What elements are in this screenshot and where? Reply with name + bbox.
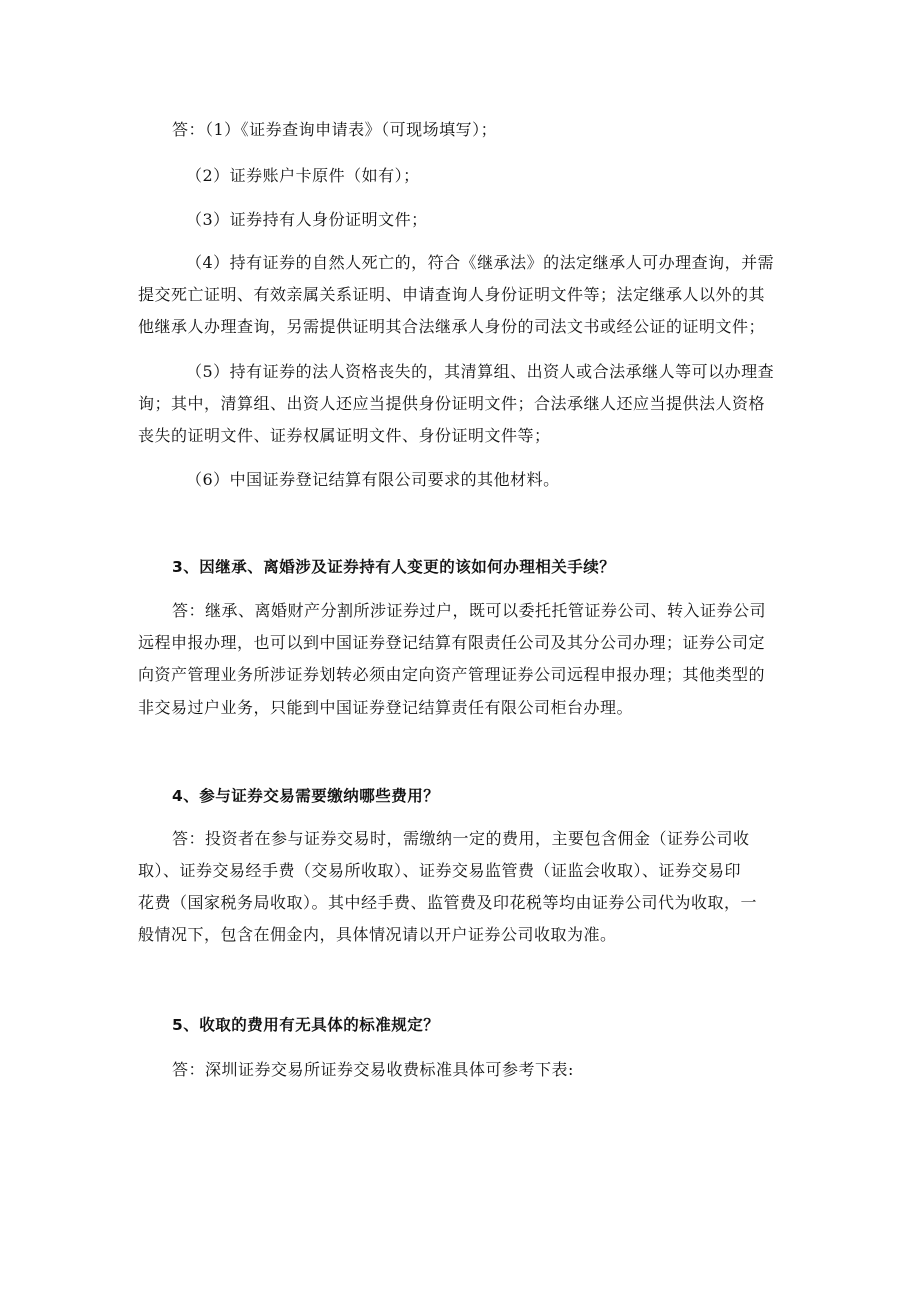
q4-answer-line-4: 般情况下，包含在佣金内，具体情况请以开户证券公司收取为准。	[138, 925, 617, 944]
a2-item-4-line-3: 他继承人办理查询，另需提供证明其合法继承人身份的司法文书或经公证的证明文件；	[138, 317, 766, 336]
a2-item-5-line-1: （5）持有证券的法人资格丧失的，其清算组、出资人或合法承继人等可以办理查	[186, 362, 775, 381]
a2-item-2: （2）证券账户卡原件（如有）；	[186, 166, 420, 185]
q4-answer-line-1: 答：投资者在参与证券交易时，需缴纳一定的费用，主要包含佣金（证券公司收	[172, 829, 750, 848]
q3-heading: 3、因继承、离婚涉及证券持有人变更的该如何办理相关手续？	[172, 558, 616, 576]
a2-item-4-line-1: （4）持有证券的自然人死亡的，符合《继承法》的法定继承人可办理查询，并需	[186, 253, 775, 272]
q3-answer-line-2: 远程申报办理，也可以到中国证券登记结算有限责任公司及其分公司办理；证券公司定	[138, 633, 766, 652]
a2-item-5-line-2: 询；其中，清算组、出资人还应当提供身份证明文件；合法承继人还应当提供法人资格	[138, 394, 766, 413]
q4-heading: 4、参与证券交易需要缴纳哪些费用？	[172, 787, 440, 805]
q4-answer-line-2: 取）、证券交易经手费（交易所收取）、证券交易监管费（证监会收取）、证券交易印	[138, 861, 742, 880]
q3-answer-line-3: 向资产管理业务所涉证券划转必须由定向资产管理证券公司远程申报办理；其他类型的	[138, 665, 766, 684]
a2-item-6: （6）中国证券登记结算有限公司要求的其他材料。	[186, 470, 560, 489]
q5-answer: 答：深圳证券交易所证券交易收费标准具体可参考下表:	[172, 1060, 574, 1079]
a2-item-1: 答：（1）《证券查询申请表》（可现场填写）；	[172, 120, 498, 139]
q3-answer-line-1: 答：继承、离婚财产分割所涉证券过户，既可以委托托管证券公司、转入证券公司	[172, 601, 767, 620]
q5-heading: 5、收取的费用有无具体的标准规定？	[172, 1016, 440, 1034]
a2-item-3: （3）证券持有人身份证明文件；	[186, 210, 428, 229]
a2-item-4-line-2: 提交死亡证明、有效亲属关系证明、申请查询人身份证明文件等；法定继承人以外的其	[138, 285, 766, 304]
a2-item-5-line-3: 丧失的证明文件、证券权属证明文件、身份证明文件等；	[138, 426, 551, 445]
q3-answer-line-4: 非交易过户业务，只能到中国证券登记结算责任有限公司柜台办理。	[138, 698, 634, 717]
q4-answer-line-3: 花费（国家税务局收取）。其中经手费、监管费及印花税等均由证券公司代为收取，一	[138, 893, 758, 912]
